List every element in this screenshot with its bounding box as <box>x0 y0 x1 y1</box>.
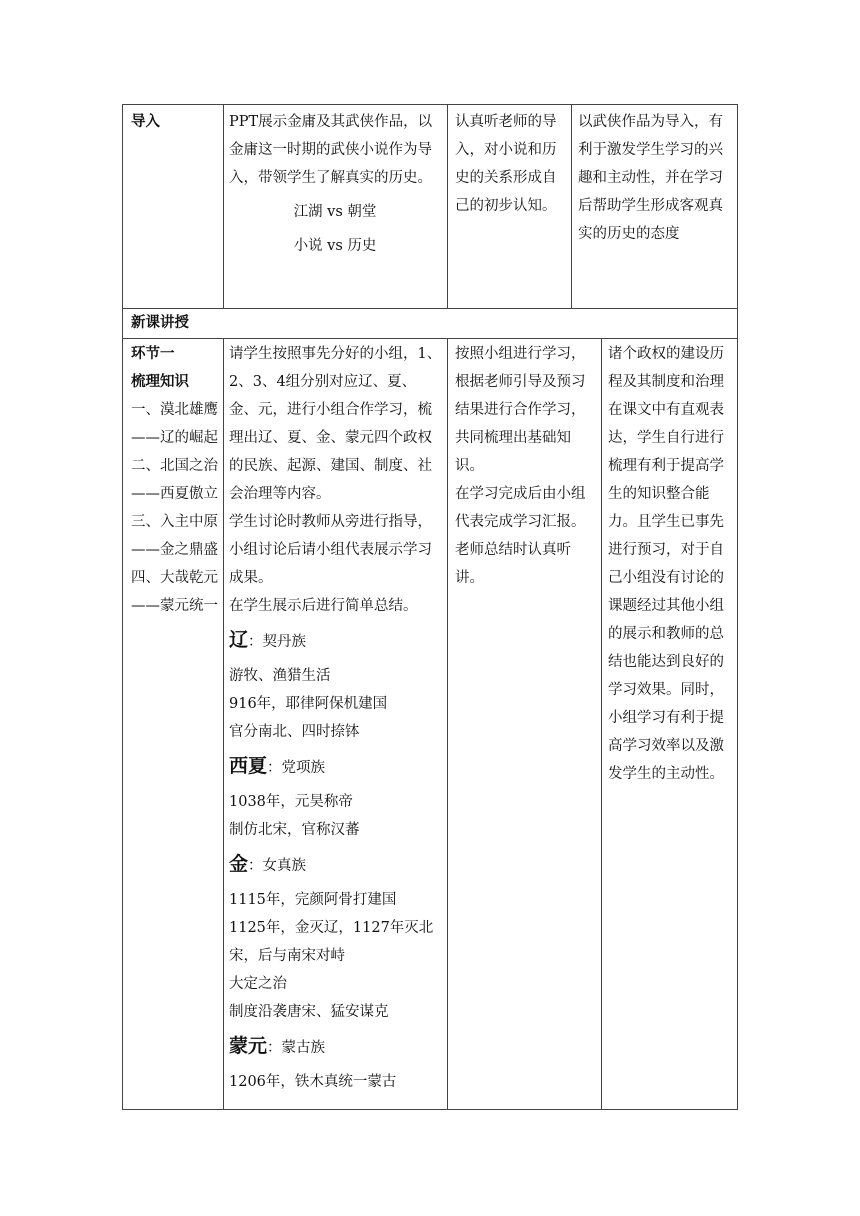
xixia-heading <box>229 752 443 782</box>
liao-title: 辽 <box>229 629 249 651</box>
intro-student-text: 认真听老师的导入，对小说和历史的关系形成自己的初步认知。 <box>455 114 557 214</box>
mengyuan-title: 蒙元 <box>229 1035 268 1057</box>
lesson-plan-table <box>122 104 738 1110</box>
student-activity-1: 按照小组进行学习，根据老师引导及预习结果进行合作学习，共同梳理出基础知识。 <box>455 346 586 474</box>
jin-heading <box>229 850 443 880</box>
liao-heading <box>229 626 443 656</box>
liao-ethnic: 契丹族 <box>262 634 307 650</box>
mengyuan-ethnic: 蒙古族 <box>281 1040 326 1056</box>
jin-ethnic: 女真族 <box>262 858 307 874</box>
row-label-intro: 导入 <box>131 114 160 130</box>
column-divider <box>571 104 572 308</box>
jin-line: 1125年，金灭辽，1127年灭北宋，后与南宋对峙 <box>229 920 434 964</box>
xixia-line: 制仿北宋，官称汉蕃 <box>229 822 360 838</box>
jin-colon: ： <box>248 858 263 874</box>
table-border-right <box>737 104 738 1110</box>
stage-one-student-cell <box>455 340 597 592</box>
contrast-jianghu: 江湖 <box>293 204 323 220</box>
contrast-line-1 <box>229 198 441 226</box>
jin-title: 金 <box>229 853 249 875</box>
column-divider <box>447 104 448 308</box>
stage-one-teacher-cell <box>229 340 443 1096</box>
intro-teacher-cell <box>229 108 441 260</box>
liao-line: 官分南北、四时捺钵 <box>229 724 360 740</box>
table-border-top <box>122 104 738 105</box>
contrast-vs: vs <box>327 204 343 220</box>
stage-topic-list: 一、漠北雄鹰——辽的崛起 二、北国之治——西夏傲立 三、入主中原——金之鼎盛 四、大哉乾元——蒙元统一 <box>131 402 218 614</box>
contrast-xiaoshuo: 小说 <box>293 238 323 254</box>
xixia-line: 1038年，元昊称帝 <box>229 794 353 810</box>
table-border-bottom <box>122 1109 738 1110</box>
mengyuan-heading <box>229 1032 443 1062</box>
row-divider <box>122 338 738 339</box>
contrast-chaotang: 朝堂 <box>347 204 377 220</box>
student-activity-2: 在学习完成后由小组代表完成学习汇报。 <box>455 486 586 530</box>
section-label-new-lesson: 新课讲授 <box>131 315 189 331</box>
student-activity-3: 老师总结时认真听讲。 <box>455 542 571 586</box>
intro-teacher-text: PPT展示金庸及其武侠作品，以金庸这一时期的武侠小说作为导入，带领学生了解真实的历史。 <box>229 114 433 186</box>
intro-intent-text: 以武侠作品为导入，有利于激发学生学习的兴趣和主动性，并在学习后帮助学生形成客观真实的历史的态度 <box>578 114 723 242</box>
liao-line: 916年，耶律阿保机建国 <box>229 696 388 712</box>
teacher-intro-text: 请学生按照事先分好的小组，1、2、3、4组分别对应辽、夏、金、元，进行小组合作学习，梳理出辽、夏、金、蒙元四个政权的民族、起源、建国、制度、社会治理等内容。 <box>229 346 442 502</box>
stage-title: 环节一 <box>131 346 175 362</box>
jin-line: 制度沿袭唐宋、猛安谋克 <box>229 1004 389 1020</box>
column-divider <box>223 104 224 308</box>
liao-line: 游牧、渔猎生活 <box>229 668 331 684</box>
stage-subtitle: 梳理知识 <box>131 374 189 390</box>
mengyuan-colon: ： <box>267 1040 282 1056</box>
contrast-vs: vs <box>327 238 343 254</box>
jin-line: 1115年，完颜阿骨打建国 <box>229 892 397 908</box>
jin-line: 大定之治 <box>229 976 287 992</box>
mengyuan-line: 1206年，铁木真统一蒙古 <box>229 1074 397 1090</box>
teacher-guide-text: 学生讨论时教师从旁进行指导，小组讨论后请小组代表展示学习成果。 <box>229 514 432 586</box>
stage-one-intent-text: 诸个政权的建设历程及其制度和治理在课文中有直观表达，学生自行进行梳理有利于提高学生的知识整合能力。且学生已事先进行预习，对于自己小组没有讨论的课题经过其他小组的展示和教师的总结也能达到良好的学习效果。同时，小组学习有利于提高学习效率以及激发学生的主动性。 <box>608 346 724 782</box>
table-border-left <box>122 104 123 1110</box>
teacher-summary-text: 在学生展示后进行简单总结。 <box>229 598 418 614</box>
contrast-line-2 <box>229 232 441 260</box>
contrast-lishi: 历史 <box>347 238 377 254</box>
xixia-ethnic: 党项族 <box>281 760 326 776</box>
liao-colon: ： <box>248 634 263 650</box>
column-divider <box>223 338 224 1110</box>
column-divider <box>447 338 448 1110</box>
stage-one-label-cell <box>131 340 221 620</box>
xixia-title: 西夏 <box>229 755 268 777</box>
column-divider <box>601 338 602 1110</box>
xixia-colon: ： <box>267 760 282 776</box>
